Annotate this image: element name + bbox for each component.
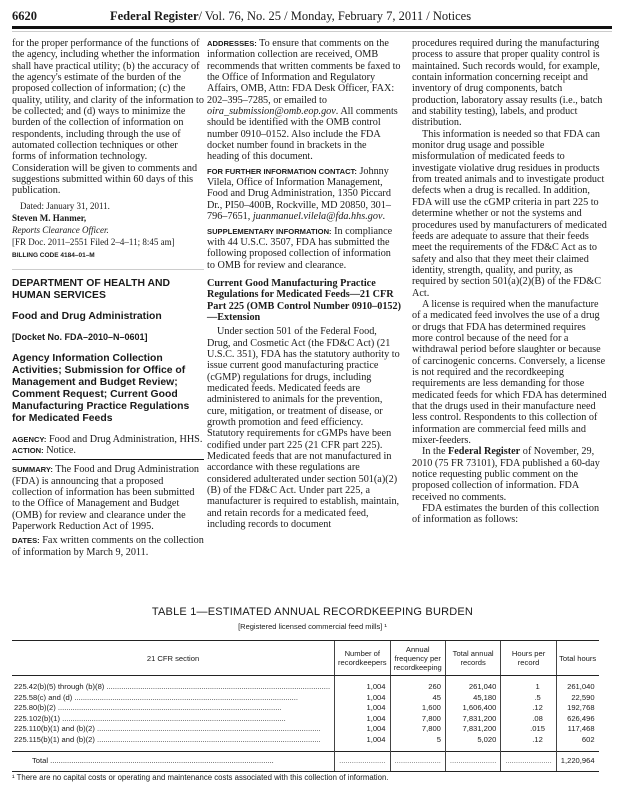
table-row bbox=[12, 703, 599, 714]
total-hours-cell: 626,496 bbox=[556, 714, 598, 725]
hours-per-record-cell: 1 bbox=[501, 676, 556, 693]
recordkeepers-cell: 1,004 bbox=[335, 724, 390, 735]
total-label: Total ..... bbox=[12, 751, 335, 771]
header-rule bbox=[12, 26, 612, 29]
column-1 bbox=[12, 38, 204, 561]
body-paragraph: procedures required during the manufacturing process to assure that proper quality control is maintained. Such records would, for example, contain information concerning receipt and inventory of drug components, batch production, laboratory assay results (i.e., batch and stability testing), labels, and product distribution. bbox=[412, 38, 603, 129]
body-paragraph: A license is required when the manufacture of a medicated feed involves the use of a drug or drugs that FDA has determined requires more control because of the need for a withdrawal period before slaughter or because of carcinogenic concerns. Conversely, a license is not required and the recordkeeping requirements are less demanding for those medicated feeds for which FDA has determined that the drugs used in their manufacture need less control. Respondents to this collection of information are commercial feed mills and mixer-feeders. bbox=[412, 298, 607, 447]
signer-title: Reports Clearance Officer. bbox=[12, 224, 109, 235]
department-heading: DEPARTMENT OF HEALTH AND HUMAN SERVICES bbox=[12, 278, 170, 302]
agency-label: AGENCY: bbox=[12, 434, 47, 444]
column-3 bbox=[412, 38, 608, 526]
signer-name: Steven M. Hanmer, bbox=[12, 212, 87, 223]
column-header: Annual frequency per recordkeeping bbox=[390, 641, 445, 676]
agency-text: Food and Drug Administration, HHS. bbox=[46, 433, 203, 445]
empty-leader-cell: ...................... bbox=[445, 751, 500, 771]
burden-table bbox=[12, 640, 599, 772]
omb-email-link[interactable]: oira_submission@omb.eop.gov bbox=[207, 106, 336, 118]
body-paragraph: Under section 501 of the Federal Food, Drug, and Cosmetic Act (the FD&C Act) (21 U.S.C. 351), FDA has the statutory authority to issue current good manufacturing practice (cGMP) regulations for drugs, including medicated feeds. Medicated feeds are administered to animals for the prevention, cure, mitigation, or treatment of disease, or growth promotion and feed efficiency. Statutory requirements for cGMPs have been codified under part 225 (21 CFR part 225). Medicated feeds that are not manufactured in accordance with these regulations are considered adulterated under section 501(a)(2)(B) of the FD&C Act. Under part 225, a manufacturer is required to establish, maintain, and retain records for a medicated feed, including records to document bbox=[207, 326, 400, 531]
running-header bbox=[12, 9, 612, 25]
table-subtitle: [Registered licensed commercial feed mills] ¹ bbox=[238, 622, 387, 631]
table-row bbox=[12, 724, 599, 735]
dates-label: DATES: bbox=[12, 536, 40, 546]
column-header: Hours per record bbox=[501, 641, 556, 676]
body-paragraph: for the proper performance of the functions of the agency, including whether the information shall have practical utility; (b) the accuracy of the agency's estimate of the burden of the proposed collection of information; (c) the quality, utility, and clarity of the information to be collected; and (d) ways to minimize the burden of the collection of information on respondents, including through the use of automated collection techniques or other forms of information technology. Consideration will be given to comments and suggestions submitted within 60 days of this publication. bbox=[12, 38, 204, 197]
action-line bbox=[12, 445, 204, 456]
empty-leader-cell: ...................... bbox=[390, 751, 445, 771]
total-hours-cell: 117,468 bbox=[556, 724, 598, 735]
recordkeepers-cell: 1,004 bbox=[335, 676, 390, 693]
table-row bbox=[12, 714, 599, 725]
page-number: 6620 bbox=[12, 9, 37, 23]
addresses-paragraph bbox=[207, 38, 401, 163]
fr-doc-line: [FR Doc. 2011–2551 Filed 2–4–11; 8:45 am] bbox=[12, 236, 175, 247]
docket-number: [Docket No. FDA–2010–N–0601] bbox=[12, 332, 148, 343]
column-header: Total annual records bbox=[445, 641, 500, 676]
table-title: TABLE 1—ESTIMATED ANNUAL RECORDKEEPING BURDEN bbox=[151, 606, 474, 618]
total-hours-cell: 602 bbox=[556, 735, 598, 751]
addresses-text: To ensure that comments on the information collection are received, OMB recommends that written comments be faxed to the Office of Information and Regulatory Affairs, OMB, Attn: FDA Desk Officer, FAX: 202–395–7285, or emailed to bbox=[207, 38, 401, 106]
contact-label: FOR FURTHER INFORMATION CONTACT: bbox=[207, 166, 357, 176]
collection-subheading: Current Good Manufacturing Practice Regulations for Medicated Feeds—21 CFR Part 225 (OMB Control Number 0910–0152)—Extension bbox=[207, 277, 402, 323]
column-header: 21 CFR section bbox=[12, 641, 335, 676]
total-annual-records-cell: 7,831,200 bbox=[445, 714, 500, 725]
annual-frequency-cell: 45 bbox=[390, 693, 445, 704]
dates-text: Fax written comments on the collection of information by March 9, 2011. bbox=[12, 535, 204, 558]
cfr-section-cell: 225.115(b)(1) and (b)(2) ..... bbox=[12, 735, 335, 751]
action-text: Notice. bbox=[43, 444, 76, 456]
contact-paragraph bbox=[207, 166, 401, 223]
empty-leader-cell: ...................... bbox=[335, 751, 390, 771]
body-paragraph bbox=[412, 446, 608, 503]
column-header: Total hours bbox=[556, 641, 598, 676]
table-row bbox=[12, 735, 599, 751]
total-hours-cell: 22,590 bbox=[556, 693, 598, 704]
total-row bbox=[12, 751, 599, 771]
billing-code: BILLING CODE 4184–01–M bbox=[12, 251, 95, 259]
total-annual-records-cell: 5,020 bbox=[445, 735, 500, 751]
annual-frequency-cell: 5 bbox=[390, 735, 445, 751]
supplementary-label: SUPPLEMENTARY INFORMATION: bbox=[207, 226, 332, 236]
cfr-section-cell: 225.110(b)(1) and (b)(2) ..... bbox=[12, 724, 335, 735]
cfr-section-cell: 225.58(c) and (d) ..... bbox=[12, 693, 335, 704]
contact-text: Johnny Vilela, Office of Information Management, Food and Drug Administration, 1350 Piccard Dr., PI50–400B, Rockville, MD 20850, 301–796–7651, bbox=[207, 165, 391, 223]
total-hours-cell: 1,220,964 bbox=[556, 751, 598, 771]
column-2 bbox=[207, 38, 401, 530]
cfr-section-cell: 225.80(b)(2) ..... bbox=[12, 703, 335, 714]
body-paragraph: FDA estimates the burden of this collection of information as follows: bbox=[412, 503, 600, 526]
body-paragraph: This information is needed so that FDA can monitor drug usage and possible misformulation of medicated feeds to investigate violative drug residues in products from treated animals and to investigate product defects when a drug is recalled. In addition, FDA will use the cGMP criteria in part 225 to determine whether or not the systems and procedures used by manufacturers of medicated feeds are adequate to assure that their feeds meet the requirements of the FD&C Act as to safety and also that they meet their claimed identity, strength, quality, and purity, as required by section 501(a)(2)(B) of the FD&C Act. bbox=[412, 128, 607, 299]
recordkeepers-cell: 1,004 bbox=[335, 714, 390, 725]
summary-text: The Food and Drug Administration (FDA) is announcing that a proposed collection of information has been submitted to the Office of Management and Budget (OMB) for review and clearance under the Paperwork Reduction Act of 1995. bbox=[12, 464, 200, 532]
hours-per-record-cell: .015 bbox=[501, 724, 556, 735]
recordkeepers-cell: 1,004 bbox=[335, 703, 390, 714]
total-annual-records-cell: 261,040 bbox=[445, 676, 500, 693]
text: In the bbox=[422, 446, 449, 458]
supplementary-paragraph bbox=[207, 226, 401, 271]
action-label: ACTION: bbox=[12, 445, 44, 455]
table-row bbox=[12, 693, 599, 704]
hours-per-record-cell: .5 bbox=[501, 693, 556, 704]
notice-title: Agency Information Collection Activities; Submission for Office of Management and Budget Review; Comment Request; Current Good Manufacturing Practice Regulations for Medicated Feeds bbox=[12, 352, 190, 424]
cfr-section-cell: 225.102(b)(1) ..... bbox=[12, 714, 335, 725]
text: of November, 29, 2010 (75 FR 73101), FDA published a 60-day notice requesting public comment on the proposed collection of information. FDA received no comments. bbox=[412, 446, 600, 503]
publication-name: Federal Register bbox=[110, 9, 199, 23]
contact-email-link[interactable]: juanmanuel.vilela@fda.hhs.gov bbox=[252, 211, 383, 223]
table-row bbox=[12, 676, 599, 693]
addresses-text-cont: . All comments should be identified with the OMB control number 0910–0152. Also include the FDA docket number found in brackets in the heading of this document. bbox=[207, 106, 398, 163]
column-header: Number of recordkeepers bbox=[335, 641, 390, 676]
agency-line bbox=[12, 434, 204, 445]
total-hours-cell: 192,768 bbox=[556, 703, 598, 714]
annual-frequency-cell: 7,800 bbox=[390, 714, 445, 725]
summary-rule bbox=[12, 459, 204, 460]
total-hours-cell: 261,040 bbox=[556, 676, 598, 693]
annual-frequency-cell: 1,600 bbox=[390, 703, 445, 714]
contact-end: . bbox=[382, 211, 386, 223]
publication-header bbox=[110, 9, 471, 24]
supplementary-text: In compliance with 44 U.S.C. 3507, FDA has submitted the following proposed collection of information to OMB for review and clearance. bbox=[207, 225, 393, 271]
recordkeepers-cell: 1,004 bbox=[335, 735, 390, 751]
publication-ref: Federal Register bbox=[448, 446, 521, 458]
header-hairline bbox=[12, 31, 612, 32]
total-annual-records-cell: 45,180 bbox=[445, 693, 500, 704]
hours-per-record-cell: .12 bbox=[501, 735, 556, 751]
hours-per-record-cell: .12 bbox=[501, 703, 556, 714]
table-header-row bbox=[12, 641, 599, 676]
addresses-label: ADDRESSES: bbox=[207, 39, 257, 48]
empty-leader-cell: ...................... bbox=[501, 751, 556, 771]
total-annual-records-cell: 7,831,200 bbox=[445, 724, 500, 735]
dated-line: Dated: January 31, 2011. bbox=[20, 200, 110, 211]
recordkeepers-cell: 1,004 bbox=[335, 693, 390, 704]
annual-frequency-cell: 7,800 bbox=[390, 724, 445, 735]
cfr-section-cell: 225.42(b)(5) through (b)(8) ..... bbox=[12, 676, 335, 693]
summary-paragraph bbox=[12, 464, 204, 532]
issue-info: / Vol. 76, No. 25 / Monday, February 7, 2011 / Notices bbox=[198, 9, 472, 23]
annual-frequency-cell: 260 bbox=[390, 676, 445, 693]
summary-label: SUMMARY: bbox=[12, 465, 53, 475]
total-annual-records-cell: 1,606,400 bbox=[445, 703, 500, 714]
hours-per-record-cell: .08 bbox=[501, 714, 556, 725]
dates-paragraph bbox=[12, 535, 204, 558]
agency-heading: Food and Drug Administration bbox=[12, 311, 162, 323]
section-divider bbox=[12, 269, 204, 270]
table-footnote: ¹ There are no capital costs or operating and maintenance costs associated with this collection of information. bbox=[12, 773, 389, 782]
